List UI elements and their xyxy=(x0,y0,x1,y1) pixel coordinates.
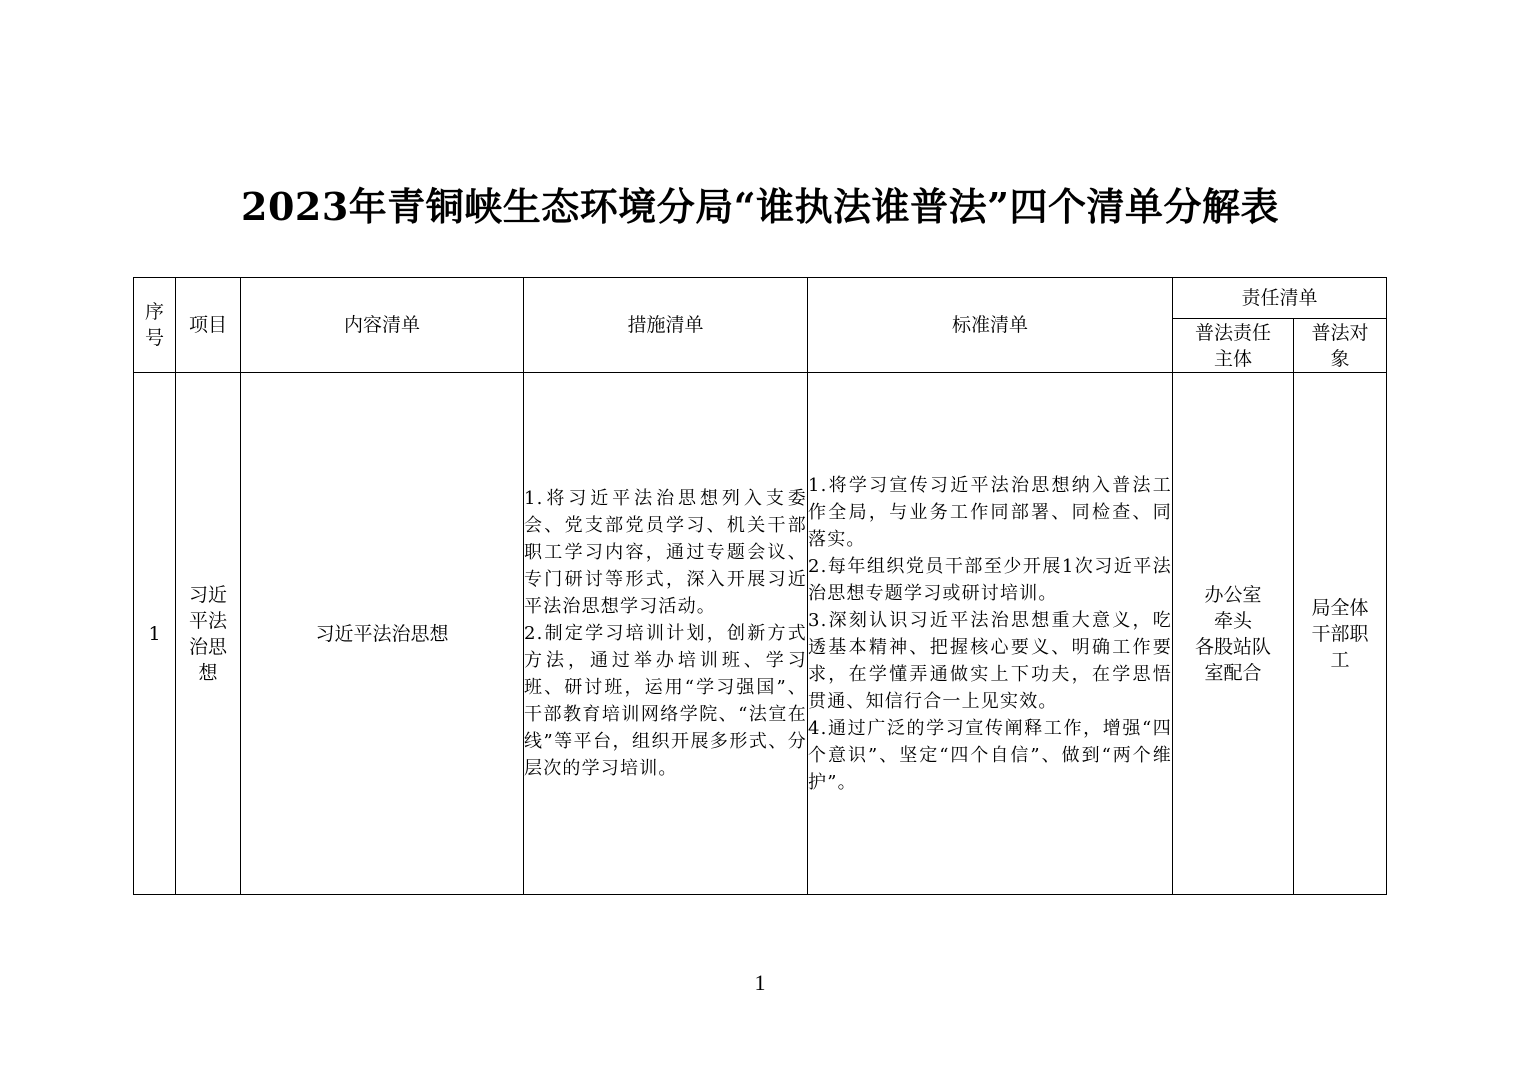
page-number: 1 xyxy=(754,970,766,995)
row-standards xyxy=(808,373,1173,895)
header-content-list: 内容清单 xyxy=(241,278,524,373)
standard-item: 3.深刻认识习近平法治思想重大意义，吃透基本精神、把握核心要义、明确工作要求，在学懂弄通做实上下功夫，在学思悟贯通、知信行合一上见实效。 xyxy=(808,609,1172,712)
header-responsibility-list: 责任清单 xyxy=(1173,278,1387,319)
row-responsible-subject: 办公室 牵头 各股站队 室配合 xyxy=(1173,373,1294,895)
header-standards-list: 标准清单 xyxy=(808,278,1173,373)
row-item: 习近 平法 治思 想 xyxy=(176,373,241,895)
header-item: 项目 xyxy=(176,278,241,373)
row-measures xyxy=(524,373,808,895)
header-measures-list: 措施清单 xyxy=(524,278,808,373)
header-responsible-subject: 普法责任 主体 xyxy=(1173,319,1294,373)
row-target-audience: 局全体 干部职 工 xyxy=(1294,373,1387,895)
header-target-audience: 普法对 象 xyxy=(1294,319,1387,373)
table-row xyxy=(134,373,1387,895)
measure-item: 2.制定学习培训计划，创新方式方法，通过举办培训班、学习班、研讨班，运用“学习强国”、干部教育培训网络学院、“法宣在线”等平台，组织开展多形式、分层次的学习培训。 xyxy=(524,623,807,779)
standard-item: 4.通过广泛的学习宣传阐释工作，增强“四个意识”、坚定“四个自信”、做到“两个维护”。 xyxy=(808,717,1172,793)
page-title: 2023年青铜峡生态环境分局“谁执法谁普法”四个清单分解表 xyxy=(241,184,1279,229)
decomposition-table xyxy=(133,277,1387,895)
standard-item: 2.每年组织党员干部至少开展1次习近平法治思想专题学习或研讨培训。 xyxy=(808,555,1172,604)
header-index: 序 号 xyxy=(134,278,176,373)
measure-item: 1.将习近平法治思想列入支委会、党支部党员学习、机关干部职工学习内容，通过专题会议、专门研讨等形式，深入开展习近平法治思想学习活动。 xyxy=(524,488,807,617)
row-content: 习近平法治思想 xyxy=(241,373,524,895)
row-index: 1 xyxy=(134,373,176,895)
standard-item: 1.将学习宣传习近平法治思想纳入普法工作全局，与业务工作同部署、同检查、同落实。 xyxy=(808,474,1172,550)
